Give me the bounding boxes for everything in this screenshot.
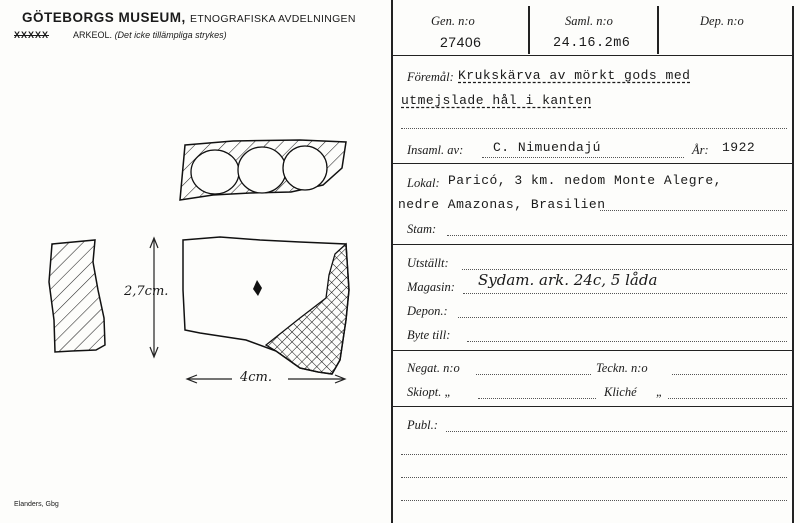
card-right-border	[792, 6, 794, 523]
rule-after-stam	[393, 244, 793, 245]
depon-label: Depon.:	[407, 304, 448, 318]
ar-label: År:	[692, 143, 709, 157]
teckn-label: Teckn. n:o	[596, 361, 648, 375]
utstallt-line	[462, 269, 787, 270]
magasin-line	[463, 293, 787, 294]
negat-line	[476, 374, 591, 375]
byte-line	[467, 341, 787, 342]
publ-line-3	[401, 477, 787, 478]
lokal-label: Lokal:	[407, 176, 440, 190]
applicability-note: (Det icke tillämpliga strykes)	[114, 30, 227, 40]
publ-line-4	[401, 500, 787, 501]
saml-number-value: 24.16.2m6	[553, 36, 631, 51]
insaml-line	[482, 157, 684, 158]
height-measurement: 2,7cm.	[124, 284, 169, 299]
arkeol-label: ARKEOL.	[73, 30, 113, 40]
museum-name: GÖTEBORGS MUSEUM,	[22, 10, 186, 25]
department-name: ETNOGRAFISKA AVDELNINGEN	[190, 13, 356, 25]
rule-after-byte	[393, 350, 793, 351]
box-divider-1	[528, 6, 530, 54]
lokal-line2-fill	[600, 210, 787, 211]
rule-after-skiopt	[393, 406, 793, 407]
utstallt-label: Utställt:	[407, 256, 449, 270]
publ-line-1	[446, 431, 787, 432]
kliche-label: Kliché	[604, 385, 637, 399]
top-section-view	[180, 140, 346, 200]
teckn-line	[672, 374, 787, 375]
ar-value: 1922	[722, 140, 756, 155]
stam-label: Stam:	[407, 222, 437, 236]
lokal-value-line2: nedre Amazonas, Brasilien	[398, 197, 606, 212]
side-profile-view	[49, 240, 105, 352]
depon-line	[458, 317, 787, 318]
lokal-value-line1: Paricó, 3 km. nedom Monte Alegre,	[448, 173, 722, 188]
box-divider-2	[657, 6, 659, 54]
dep-number-label: Dep. n:o	[700, 14, 744, 28]
front-face-view	[183, 237, 349, 374]
kliche-quote: „	[656, 385, 663, 399]
foremal-value-line1: Krukskärva av mörkt gods med	[458, 68, 691, 83]
stam-line	[447, 235, 787, 236]
negat-label: Negat. n:o	[407, 361, 460, 375]
gen-number-value: 27406	[440, 34, 482, 50]
publ-line-2	[401, 454, 787, 455]
width-measurement: 4cm.	[240, 370, 273, 385]
foremal-value-line2: utmejslade hål i kanten	[401, 93, 592, 108]
card-left-border	[391, 0, 393, 523]
publ-label: Publ.:	[407, 418, 438, 432]
kliche-line	[668, 398, 787, 399]
printer-imprint: Elanders, Gbg	[14, 501, 59, 508]
sherd-sketch	[0, 0, 380, 523]
skiopt-line	[478, 398, 596, 399]
skiopt-label: Skiopt. „	[407, 385, 452, 399]
boxes-bottom-rule	[393, 55, 793, 56]
gen-number-label: Gen. n:o	[431, 14, 475, 28]
insaml-label: Insaml. av:	[407, 143, 464, 157]
rule-after-insaml	[393, 163, 793, 164]
foremal-line3	[401, 128, 787, 129]
saml-number-label: Saml. n:o	[565, 14, 613, 28]
magasin-value: Sydam. ark. 24c, 5 låda	[478, 271, 658, 289]
insaml-value: C. Nimuendajú	[493, 140, 601, 155]
struck-word: XXXXX	[14, 30, 50, 40]
magasin-label: Magasin:	[407, 280, 455, 294]
byte-label: Byte till:	[407, 328, 451, 342]
foremal-label: Föremål:	[407, 70, 454, 84]
